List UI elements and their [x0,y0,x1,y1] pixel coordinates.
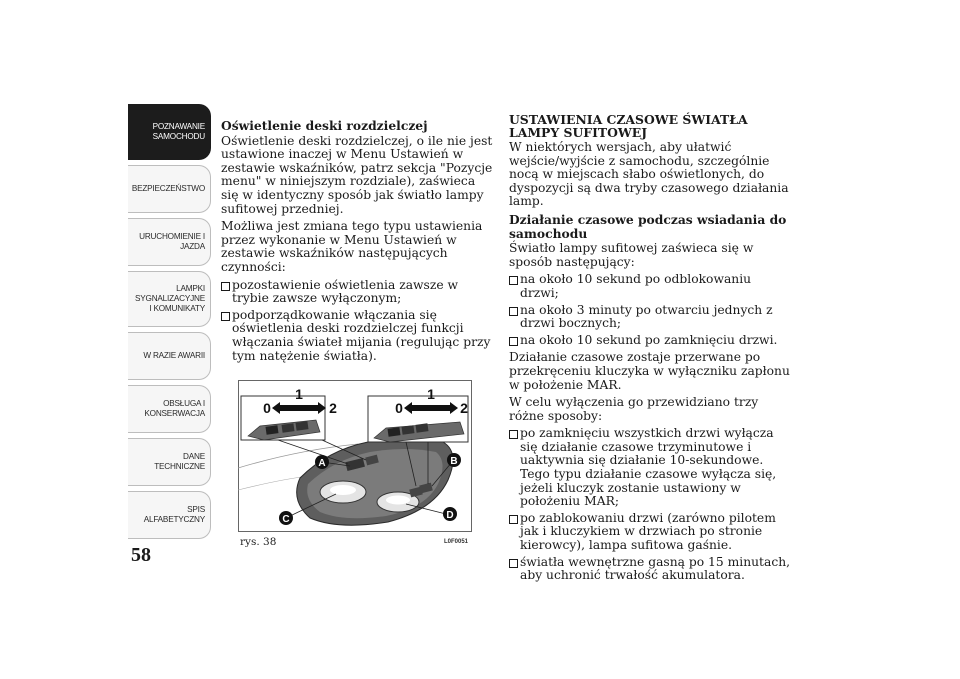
list-item: na około 3 minuty po otwarciu jednych z drzwi bocznych; [509,304,791,331]
tab-dane-techniczne[interactable]: DANE TECHNICZNE [128,438,211,486]
tab-poznawanie-samochodu[interactable]: POZNAWANIE SAMOCHODU [128,104,211,160]
list-item: pozostawienie oświetlenia zawsze w trybie zawsze wyłączonym; [221,279,496,306]
tab-spis-alfabetyczny[interactable]: SPIS ALFABETYCZNY [128,491,211,539]
list-item: na około 10 sekund po zamknięciu drzwi. [509,334,791,348]
figure-caption: rys. 38 [240,536,277,548]
tab-lampki-sygnalizacyjne[interactable]: LAMPKI SYGNALIZACYJNE I KOMUNIKATY [128,271,211,327]
left-column [221,119,496,367]
subheading-entry-timing: Działanie czasowe podczas wsiadania do samochodu [509,211,787,241]
paragraph: Działanie czasowe zostaje przerwane po przekręceniu kluczyka w wyłączniku zapłonu w położenie MAR. [509,350,790,392]
paragraph: Światło lampy sufitowej zaświeca się w sposób następujący: [509,241,754,269]
callout-c-label: C [282,514,290,525]
position-1-label-right: 1 [427,386,435,402]
right-column [509,113,791,587]
paragraph: W celu wyłączenia go przewidziano trzy różne sposoby: [509,395,759,423]
position-0-label-left: 0 [263,400,271,416]
position-0-label-right: 0 [395,400,403,416]
tab-w-razie-awarii[interactable]: W RAZIE AWARII [128,332,211,380]
bullet-list [509,273,791,347]
bullet-list [509,427,791,583]
list-item: światła wewnętrzne gasną po 15 minutach, aby uchronić trwałość akumulatora. [509,556,791,583]
paragraph: W niektórych wersjach, aby ułatwić wejście/wyjście z samochodu, szczególnie nocą w miejscach słabo oświetlonych, do dyspozycji są dwa tryby czasowego działania lamp. [509,140,789,209]
tab-bezpieczenstwo[interactable]: BEZPIECZEŃSTWO [128,165,211,213]
paragraph: Możliwa jest zmiana tego typu ustawienia przez wykonanie w Menu Ustawień w zestawie wskaźników następujących czynności: [221,219,483,274]
position-2-label-left: 2 [329,400,337,416]
section-heading-dashboard-lighting: Oświetlenie deski rozdzielczej [221,118,428,133]
list-item: na około 10 sekund po odblokowaniu drzwi; [509,273,791,300]
list-item: po zamknięciu wszystkich drzwi wyłącza się działanie czasowe trzyminutowe i uaktywnia się działanie 10-sekundowe. Tego typu działanie czasowe wyłącza się, jeżeli kluczyk zostanie ustawiony w położeniu MAR; [509,427,791,509]
tab-uruchomienie-jazda[interactable]: URUCHOMIENIE I JAZDA [128,218,211,266]
page-number: 58 [131,544,151,566]
position-2-label-right: 2 [460,400,468,416]
ceiling-lamp-figure [238,380,472,532]
paragraph: Oświetlenie deski rozdzielczej, o ile nie jest ustawione inaczej w Menu Ustawień w zestawie wskaźników, patrz sekcja "Pozycje menu" w niniejszym rozdziale), zaświeca się w identyczny sposób jak światło lampy sufitowej przedniej. [221,133,493,216]
bullet-list [221,279,496,364]
tab-obsluga-konserwacja[interactable]: OBSŁUGA I KONSERWACJA [128,385,211,433]
ceiling-lamp-illustration [238,380,472,532]
figure-code: L0F0051 [444,539,469,545]
section-heading-lamp-timing: USTAWIENIA CZASOWE ŚWIATŁA LAMPY SUFITOWEJ [509,112,748,140]
chapter-sidebar [128,104,211,544]
list-item: podporządkowanie włączania się oświetlenia deski rozdzielczej funkcji włączania świateł mijania (regulując przy tym natężenie światła). [221,309,496,363]
callout-b-label: B [450,456,458,467]
callout-d-label: D [446,510,454,521]
position-1-label-left: 1 [295,386,303,402]
list-item: po zablokowaniu drzwi (zarówno pilotem jak i kluczykiem w drzwiach po stronie kierowcy), lampa sufitowa gaśnie. [509,512,791,553]
callout-a-label: A [318,458,326,469]
